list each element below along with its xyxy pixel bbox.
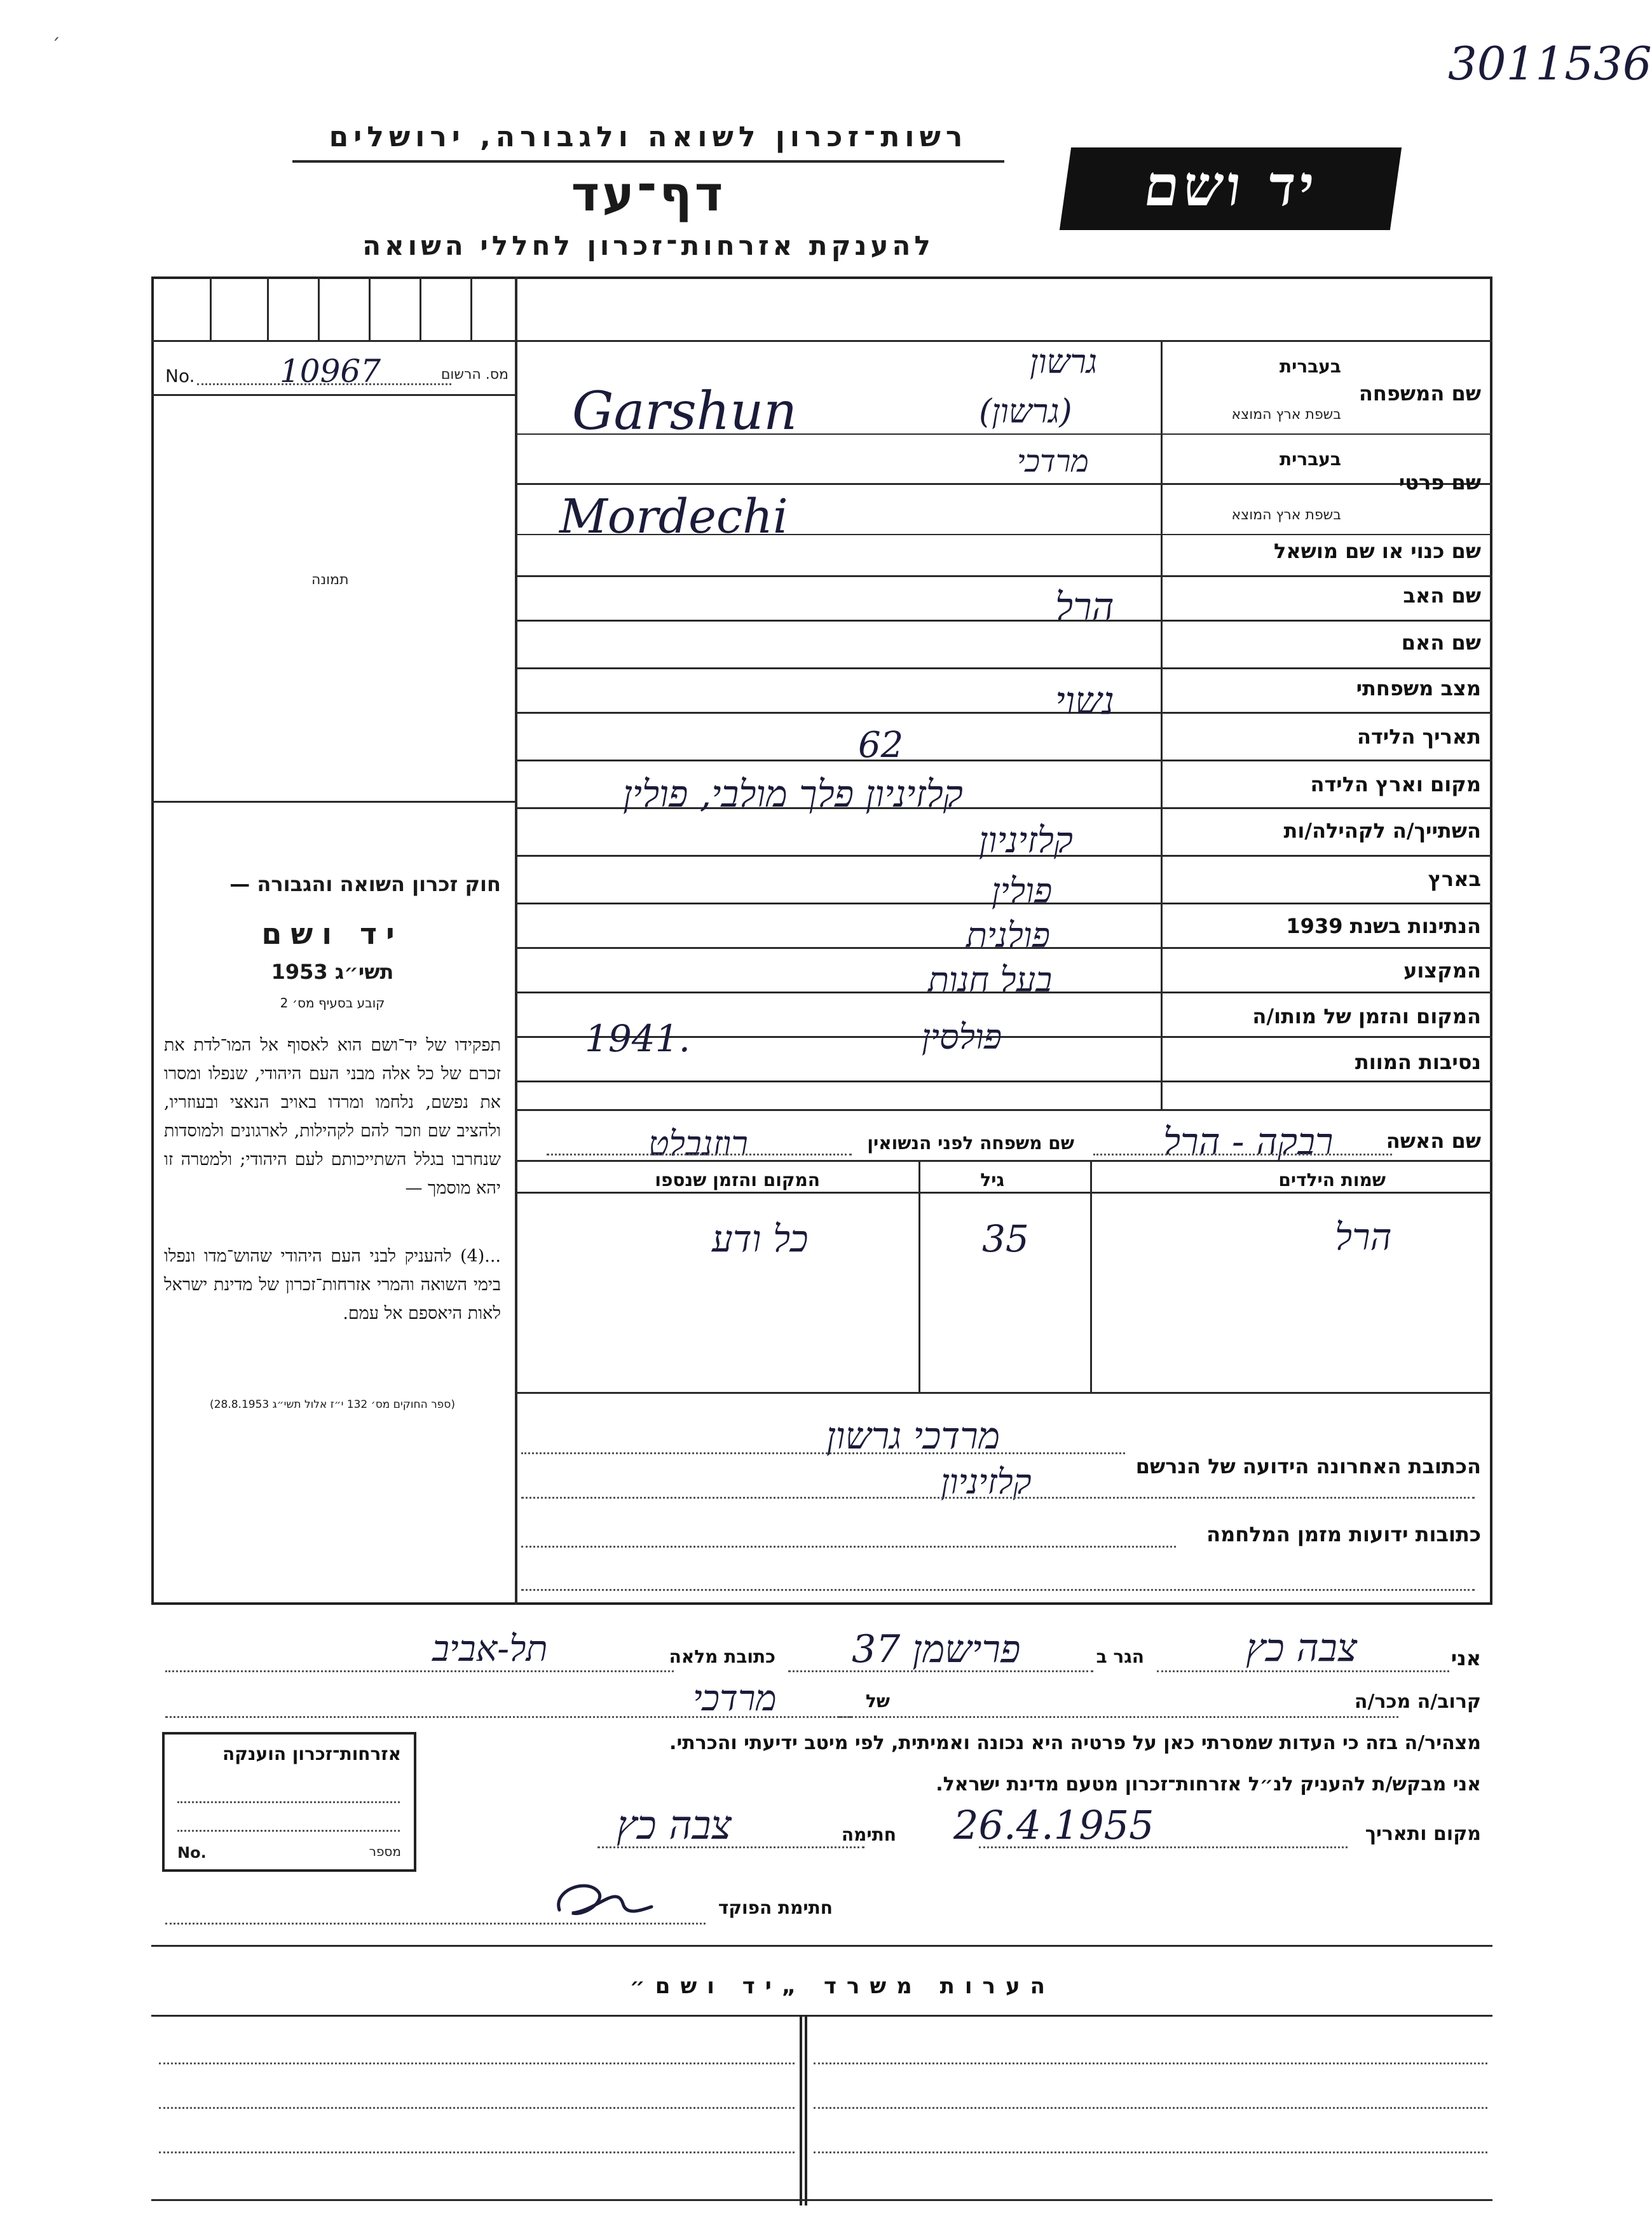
yad-vashem-logo: [1060, 147, 1402, 230]
children-names-header: שמות הילדים: [1278, 1169, 1386, 1190]
signature-label: חתימה: [841, 1824, 896, 1845]
mother-label: שם האם: [1401, 631, 1481, 655]
children-col-divider: [918, 1160, 920, 1392]
citizenship-number-label-he: מספר: [369, 1844, 401, 1859]
full-address-label: כתובת מלאה: [669, 1646, 775, 1667]
country-label: בארץ: [1428, 867, 1481, 891]
death-cause-label: נסיבות המוות: [1355, 1050, 1481, 1074]
declarant-dots: [1157, 1670, 1449, 1672]
full-address-value: תל-אביב: [432, 1628, 548, 1670]
first-hebrew-label: בעברית: [1279, 449, 1341, 470]
law-paragraph-1: תפקידו של יד־ושם הוא לאסוף אל המו־לדת את זכרם של כל אלה מבני העם היהודי, שנפלו ומסרו את נפשם, נלחמו ומרדו באויב הנאצי ובעוזריו, ולהציב שם וזכר להם לקהילות, לארגונים ולמוסדות שנחרבו בגלל השתייכותם לעם היהודי; ולמטרה זו יהא מוסמך —: [164, 1035, 501, 1198]
child-place: כל ודע: [712, 1217, 809, 1260]
place-date-dots: [979, 1846, 1348, 1848]
corner-mark: ˏ: [51, 19, 60, 41]
profession-label: המקצוע: [1403, 958, 1481, 983]
last-address-value: מרדכי גרשון: [826, 1414, 1000, 1457]
last-address-label: הכתובת האחרונה הידועה של הנרשם: [1135, 1454, 1481, 1478]
birthplace-label: מקום וארץ הלידה: [1310, 772, 1481, 796]
wife-value: רבקה - הרל: [1163, 1120, 1334, 1163]
notes-dots: [814, 2107, 1487, 2109]
marital-value: נשוי: [1055, 679, 1115, 723]
law-block: [164, 872, 501, 1419]
registration-number: 10967: [280, 353, 381, 390]
country-value: פולין: [992, 871, 1053, 911]
notes-dots: [814, 2062, 1487, 2064]
authority-line: רשות־זכרון לשואה ולגבורה, ירושלים: [329, 121, 968, 153]
citizenship-label: הנתינות בשנת 1939: [1286, 914, 1481, 938]
grid-cell-divider: [318, 276, 320, 340]
maiden-value: רוזנבלט: [648, 1124, 748, 1164]
citizenship-box-dots-2: [177, 1830, 400, 1832]
authority-underline: [292, 160, 1004, 163]
war-addresses-label: כתובות ידועות מזמן המלחמה: [1206, 1522, 1481, 1546]
citizenship-number-label: No.: [177, 1844, 207, 1862]
top-grid-bottom: [151, 340, 1492, 342]
children-col-divider: [1090, 1160, 1092, 1392]
notes-dots: [814, 2151, 1487, 2153]
family-origin-label: בשפת ארץ המוצא: [1231, 407, 1341, 423]
registration-label-he: מס. הרשום: [440, 367, 509, 383]
field-row-line: [517, 1109, 1492, 1111]
war-address-dots: [521, 1546, 1176, 1548]
page-header: [254, 121, 1042, 267]
family-name-origin: Garshun: [572, 381, 798, 442]
of-value: מרדכי: [693, 1678, 777, 1719]
children-table-bottom: [517, 1392, 1492, 1394]
place-date-value: 26.4.1955: [953, 1802, 1154, 1848]
wife-label: שם האשה: [1386, 1129, 1481, 1153]
maiden-label: שם משפחה לפני הנשואין: [867, 1133, 1074, 1154]
notes-dots: [159, 2151, 795, 2153]
family-hebrew-label: בעברית: [1279, 356, 1341, 377]
registration-row: [165, 353, 509, 391]
of-dots: [165, 1716, 852, 1718]
declarant-name: צבה כץ: [1246, 1626, 1358, 1670]
maiden-dots: [547, 1154, 852, 1155]
notes-divider: [800, 2015, 807, 2205]
place-date-label: מקום ותאריך: [1365, 1823, 1481, 1845]
form-subtitle: להענקת אזרחות־זכרון לחללי השואה: [362, 230, 934, 261]
children-header-line: [517, 1192, 1492, 1194]
photo-area-bottom: [151, 801, 517, 803]
full-address-dots: [165, 1670, 674, 1672]
page-bottom-line: [151, 2199, 1492, 2201]
child-name: הרל: [1335, 1215, 1392, 1258]
child-age: 35: [982, 1217, 1029, 1260]
field-row-line: [517, 760, 1492, 761]
law-paragraph-2: ...(4) להעניק לבני העם היהודי שהוש־מדו ונפלו בימי השואה והמרי אזרחות־זכרון של מדינת ישראל לאות היאספם אל עמם.: [164, 1246, 501, 1323]
grid-cell-divider: [470, 276, 472, 340]
family-name-origin-paren: (גרשון): [979, 393, 1072, 431]
last-address-value-2: קלזיניון: [941, 1462, 1032, 1502]
citizenship-value: פולנית: [966, 915, 1051, 955]
law-title: חוק זכרון השואה והגבורה —: [229, 872, 501, 896]
signature-value: צבה כץ: [617, 1802, 732, 1848]
residing-dots: [788, 1670, 1093, 1672]
first-name-hebrew: מרדכי: [1017, 444, 1089, 479]
nickname-label: שם כנוי או שם מושאל: [1273, 539, 1481, 563]
field-row-line: [517, 483, 1492, 485]
citizenship-box-dots: [177, 1801, 400, 1803]
official-signature-label: חתימת הפוקד: [718, 1897, 833, 1918]
birth-date-label: תאריך הלידה: [1356, 725, 1481, 749]
grid-cell-divider: [369, 276, 371, 340]
photo-label: תמונה: [311, 572, 349, 588]
family-name-label: שם המשפחה: [1358, 381, 1481, 406]
registration-no-label: No.: [165, 365, 195, 386]
of-label: של: [865, 1691, 890, 1712]
marital-label: מצב משפחתי: [1356, 676, 1481, 700]
birth-date-value: 62: [858, 725, 904, 766]
residing-value: פרישמן 37: [852, 1627, 1021, 1672]
last-address-dots: [521, 1452, 1125, 1454]
form-title: דף־עד: [571, 165, 726, 222]
death-year-value: 1941.: [585, 1017, 691, 1060]
official-signature-mark: [547, 1865, 655, 1929]
office-notes-title: הערות משרד „יד ושם״: [629, 1973, 1055, 1999]
family-name-hebrew: גרשון: [1030, 343, 1098, 381]
profession-value: בעל חנות: [928, 960, 1053, 1000]
grid-cell-divider: [210, 276, 212, 340]
field-row-line: [517, 712, 1492, 714]
notes-header-line: [151, 2015, 1492, 2017]
first-name-label: שם פרטי: [1398, 470, 1481, 494]
war-address-dots-2: [521, 1589, 1475, 1591]
wife-dots: [1093, 1154, 1392, 1155]
field-row-line: [517, 575, 1492, 577]
left-column-divider: [515, 276, 517, 1605]
father-value: הרל: [1055, 585, 1114, 629]
citizenship-box-title: אזרחות־זכרון הוענקה: [222, 1743, 401, 1764]
citizenship-box: [162, 1732, 416, 1872]
field-row-line: [517, 1080, 1492, 1082]
community-label: השתייך/ה לקהילה/ות: [1283, 819, 1481, 843]
law-year: תשי״ג 1953: [271, 960, 394, 984]
declarant-i-label: אני: [1451, 1646, 1481, 1670]
law-citation: (ספר החוקים מס׳ 132 י״ז אלול תשי״ג 28.8.1953): [210, 1398, 455, 1411]
relative-label: קרוב/ה מכר/ה: [1354, 1691, 1481, 1713]
signature-dots: [597, 1846, 864, 1848]
first-origin-label: בשפת ארץ המוצא: [1231, 507, 1341, 523]
statement-2: אני מבקש/ת להעניק לנ״ל אזרחות־זכרון מטעם מדינת ישראל.: [936, 1773, 1481, 1796]
law-section: קובע בסעיף מס׳ 2: [280, 995, 385, 1011]
registration-row-bottom: [151, 394, 517, 396]
grid-cell-divider: [420, 276, 421, 340]
notes-dots: [159, 2062, 795, 2064]
label-column-divider: [1161, 340, 1163, 1109]
field-row-line: [517, 620, 1492, 622]
logo-text: יד ושם: [1140, 153, 1322, 219]
grid-cell-divider: [267, 276, 269, 340]
archive-number: 3011536: [1448, 37, 1652, 90]
statement-1: מצהיר/ה בזה כי העדות שמסרתי כאן על פרטיה היא נכונה ואמיתית, לפי מיטב ידיעתי והכרתי.: [669, 1732, 1481, 1754]
death-place-value: פולסין: [922, 1017, 1002, 1057]
children-place-header: המקום והזמן שנספו: [655, 1169, 820, 1190]
notes-dots: [159, 2107, 795, 2109]
first-name-origin: Mordechi: [559, 489, 788, 544]
children-age-header: גיל: [980, 1169, 1004, 1190]
notes-top-line: [151, 1945, 1492, 1947]
residing-label: הגר ב: [1096, 1646, 1144, 1667]
father-label: שם האב: [1403, 583, 1481, 608]
relative-dots: [839, 1716, 1398, 1718]
law-name: יד ושם: [261, 917, 404, 951]
registration-dots: [197, 383, 451, 385]
community-value: קלזיניון: [979, 820, 1073, 861]
address-dots: [521, 1497, 1475, 1499]
death-place-label: המקום והזמן של מותו/ה: [1252, 1004, 1481, 1028]
birthplace-value: קלזיניון פלך מולבי, פולין: [623, 772, 963, 815]
field-row-line: [517, 667, 1492, 669]
